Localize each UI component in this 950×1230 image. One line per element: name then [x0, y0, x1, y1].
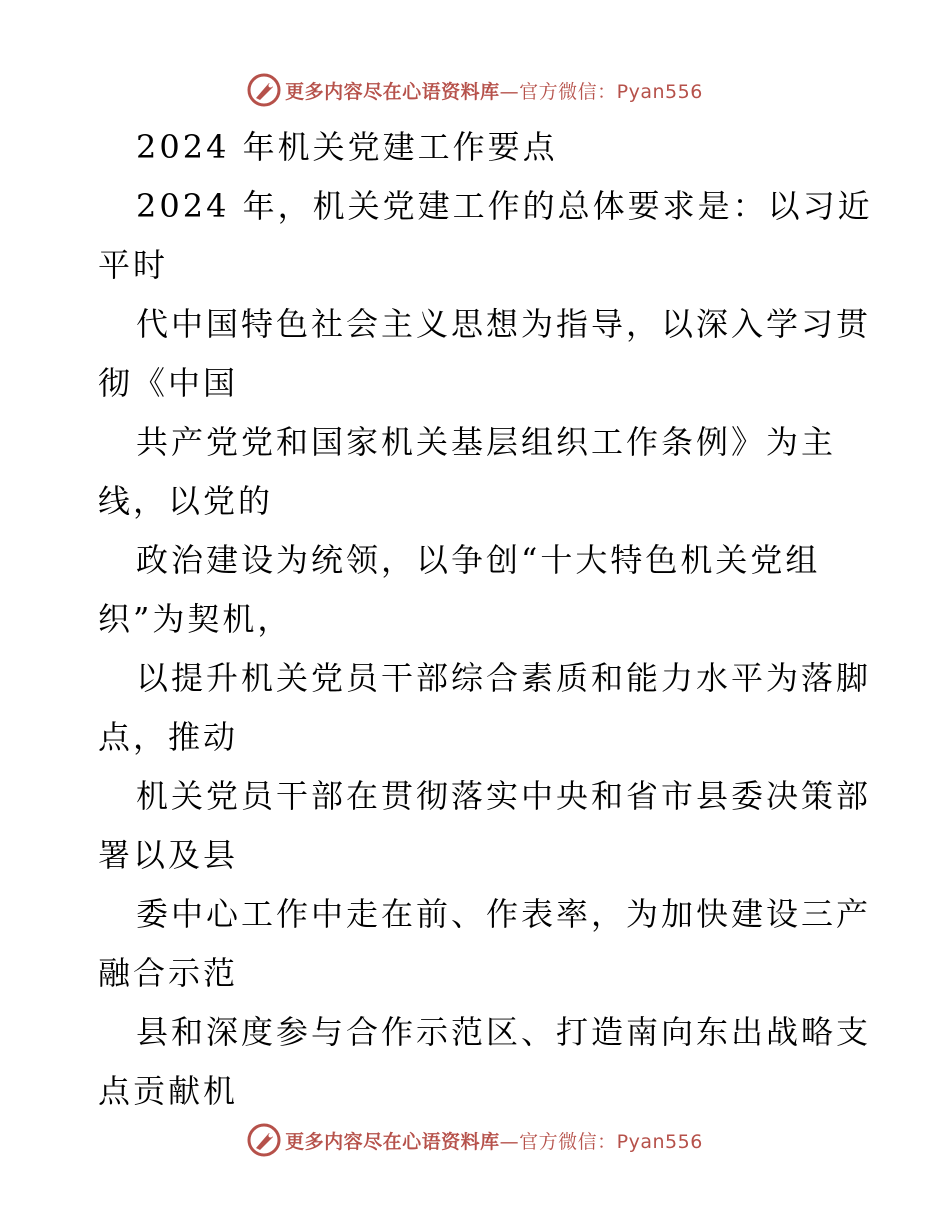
document-line: 点，推动 — [98, 718, 239, 756]
banner-text — [285, 77, 703, 104]
document-line: 2024 年，机关党建工作的总体要求是：以习近 — [136, 187, 873, 225]
document-line: 以提升机关党员干部综合素质和能力水平为落脚 — [136, 659, 872, 697]
document-line: 共产党党和国家机关基层组织工作条例》为主 — [136, 423, 837, 461]
document-line: 点贡献机 — [98, 1072, 239, 1110]
document-line: 政治建设为统领，以争创“十大特色机关党组 — [136, 541, 821, 579]
document-line: 彻《中国 — [98, 364, 239, 402]
document-line: 县和深度参与合作示范区、打造南向东出战略支 — [136, 1013, 872, 1051]
document-body — [98, 118, 873, 1121]
banner-dash: — — [499, 80, 520, 103]
document-line: 融合示范 — [98, 954, 239, 992]
banner-wechat-text: 官方微信：Pyan556 — [519, 80, 703, 103]
banner-main-text: 更多内容尽在心语资料库 — [285, 1130, 500, 1153]
document-title: 2024 年机关党建工作要点 — [136, 128, 558, 166]
document-line: 署以及县 — [98, 836, 239, 874]
footer-banner — [0, 1120, 950, 1160]
banner-wechat-text: 官方微信：Pyan556 — [519, 1130, 703, 1153]
document-line: 机关党员干部在贯彻落实中央和省市县委决策部 — [136, 777, 872, 815]
document-line: 线，以党的 — [98, 482, 274, 520]
pen-logo-icon — [247, 73, 281, 107]
document-line: 代中国特色社会主义思想为指导，以深入学习贯 — [136, 305, 872, 343]
pen-logo-icon — [247, 1123, 281, 1157]
header-banner — [0, 70, 950, 110]
banner-main-text: 更多内容尽在心语资料库 — [285, 80, 500, 103]
banner-dash: — — [499, 1130, 520, 1153]
document-line: 平时 — [98, 246, 169, 284]
document-line: 委中心工作中走在前、作表率，为加快建设三产 — [136, 895, 872, 933]
document-line: 织”为契机， — [98, 600, 293, 638]
banner-text — [285, 1127, 703, 1154]
